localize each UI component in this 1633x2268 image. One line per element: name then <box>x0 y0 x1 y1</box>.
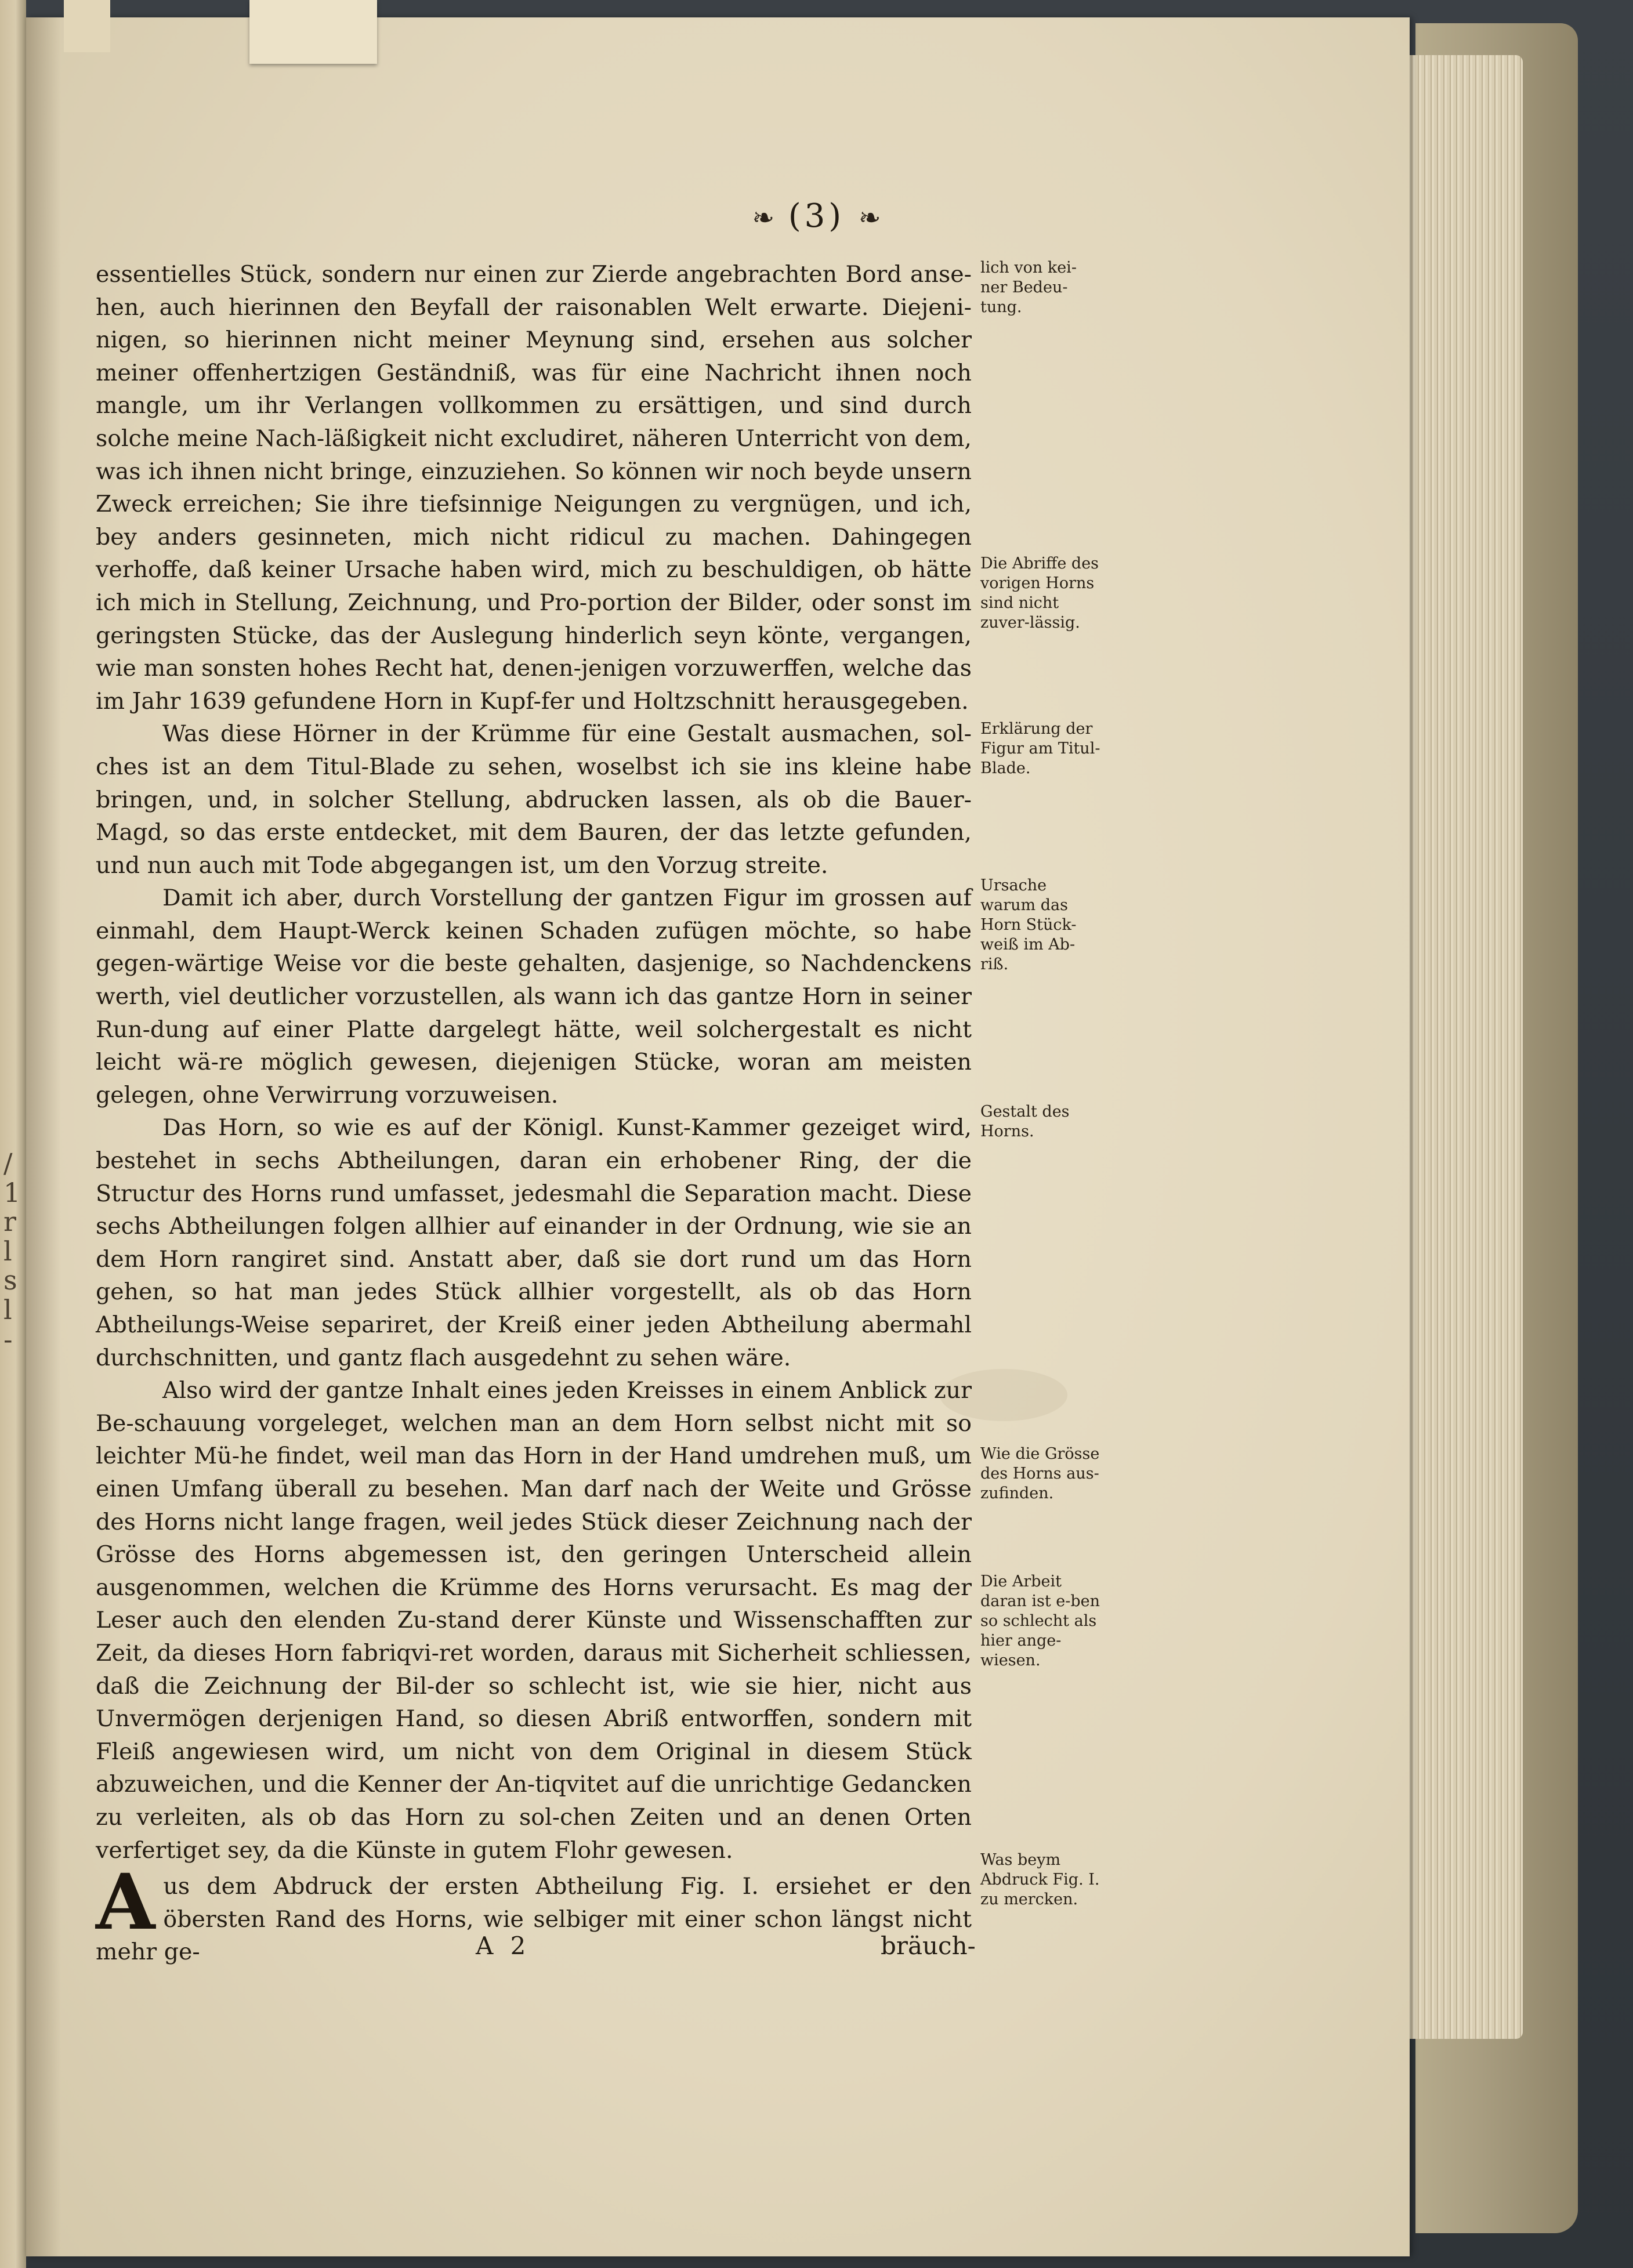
paragraph: Was diese Hörner in der Krümme für eine Gestalt ausmachen, sol-ches ist an dem Titul-Blade zu sehen, woselbst ich sie ins kleine habe bringen, und, in solcher Stellung, abdrucken lassen, als ob die Bauer-Magd, so das erste entdecket, mit dem Bauren, der das letzte gefunden, und nun auch mit Tode abgegangen ist, um den Vorzug streite. <box>96 720 972 879</box>
fragment: l <box>3 1294 12 1325</box>
margin-note: Was beym Abdruck Fig. I. zu mercken. <box>980 1851 1100 1908</box>
drop-cap-initial: A <box>96 1857 155 1948</box>
paper-bookmark-tab <box>249 0 377 64</box>
fleuron-right-icon: ❧ <box>858 202 881 233</box>
gutter-shadow <box>26 17 61 2256</box>
paragraph: Also wird der gantze Inhalt eines jeden Kreisses in einem Anblick zur Be-schauung vorgeleget, welchen man an dem Horn selbst nicht mit so leichter Mü-he findet, weil man das Horn in der Hand umdrehen muß, um einen Umfang überall zu besehen. Man darf nach der Weite und Grösse des Horns nicht lange fragen, weil jedes Stück dieser Zeichnung nach der Grösse des Horns abgemessen ist, den geringen Unterscheid allein ausgenommen, welchen die Krümme des Horns verursacht. Es mag der Leser auch den elenden Zu-stand derer Künste und Wissenschafften zur Zeit, da dieses Horn fabriqvi-ret worden, daraus mit Sicherheit schliessen, daß die Zeichnung der Bil-der so schlecht ist, wie sie hier, nicht aus Unvermögen derjenigen Hand, so diesen Abriß entworffen, sondern mit Fleiß angewiesen wird, um nicht von dem Original in diesem Stück abzuweichen, und die Kenner der An-tiqvitet auf die unrichtige Gedancken zu verleiten, als ob das Horn zu sol-chen Zeiten und an denen Orten verfertiget sey, da die Künste in gutem Flohr gewesen. <box>96 1377 972 1864</box>
fragment: r <box>3 1206 16 1238</box>
fragment: l <box>3 1235 12 1267</box>
paragraph: Damit ich aber, durch Vorstellung der gantzen Figur im grossen auf einmahl, dem Haupt-Werck keinen Schaden zufügen möchte, so habe gegen-wärtige Weise vor die beste gehalten, dasjenige, so Nachdenckens werth, viel deutlicher vorzustellen, als wann ich das gantze Horn in seiner Run-dung auf einer Platte dargelegt hätte, weil solchergestalt es nicht leicht wä-re möglich gewesen, diejenigen Stücke, woran am meisten gelegen, ohne Verwirrung vorzuweisen. <box>96 885 972 1108</box>
paragraph-with-initial <box>96 1857 972 1969</box>
main-text-block <box>96 258 972 1969</box>
signature-mark: A 2 <box>476 1932 531 1960</box>
margin-note: Erklärung der Figur am Titul-Blade. <box>980 720 1100 777</box>
fragment: - <box>3 1323 13 1355</box>
facing-page-fragments <box>3 1149 23 1354</box>
page-number: (3) <box>788 197 845 235</box>
running-header <box>0 197 1633 235</box>
margin-note: Gestalt des Horns. <box>980 1103 1070 1140</box>
fragment: 1 <box>3 1176 21 1208</box>
margin-note: Ursache warum das Horn Stück-weiß im Ab-riß. <box>980 876 1077 973</box>
fragment: / <box>3 1147 13 1179</box>
paper-tab <box>64 0 110 52</box>
fleuron-left-icon: ❧ <box>752 202 775 233</box>
paragraph-text: us dem Abdruck der ersten Abtheilung Fig. I. ersiehet er den öbersten Rand des Horns, wie selbiger mit einer schon längst nicht mehr ge- <box>96 1873 972 1966</box>
margin-note: Wie die Grösse des Horns aus-zufinden. <box>980 1445 1100 1502</box>
catchword: bräuch- <box>881 1932 976 1960</box>
fragment: s <box>3 1265 17 1296</box>
paragraph: Das Horn, so wie es auf der Königl. Kunst-Kammer gezeiget wird, bestehet in sechs Abtheilungen, daran ein erhobener Ring, der die Structur des Horns rund umfasset, jedesmahl die Separation macht. Diese sechs Abtheilungen folgen allhier auf einander in der Ordnung, wie sie an dem Horn rangiret sind. Anstatt aber, daß sie dort rund um das Horn gehen, so hat man jedes Stück allhier vorgestellt, als ob das Horn Abtheilungs-Weise separiret, der Kreiß einer jeden Abtheilung abermahl durchschnitten, und gantz flach ausgedehnt zu sehen wäre. <box>96 1114 972 1371</box>
margin-note: Die Arbeit daran ist e-ben so schlecht als hier ange-wiesen. <box>980 1573 1100 1669</box>
paragraph: essentielles Stück, sondern nur einen zur Zierde angebrachten Bord anse-hen, auch hierinnen den Beyfall der raisonablen Welt erwarte. Diejeni-nigen, so hierinnen nicht meiner Meynung sind, ersehen aus solcher meiner offenhertzigen Geständniß, was für eine Nachricht ihnen noch mangle, um ihr Verlangen vollkommen zu ersättigen, und sind durch solche meine Nach-läßigkeit nicht excludiret, näheren Unterricht von dem, was ich ihnen nicht bringe, einzuziehen. So können wir noch beyde unsern Zweck erreichen; Sie ihre tiefsinnige Neigungen zu vergnügen, und ich, bey anders gesinneten, mich nicht ridicul zu machen. Dahingegen verhoffe, daß keiner Ursache haben wird, mich zu beschuldigen, ob hätte ich mich in Stellung, Zeichnung, und Pro-portion der Bilder, oder sonst im geringsten Stücke, das der Auslegung hinderlich seyn könte, vergangen, wie man sonsten hohes Recht hat, denen-jenigen vorzuwerffen, welche das im Jahr 1639 gefundene Horn in Kupf-fer und Holtzschnitt herausgegeben. <box>96 261 972 715</box>
margin-note: lich von kei-ner Bedeu-tung. <box>980 259 1077 316</box>
facing-page-strip <box>0 0 26 2268</box>
margin-note: Die Abriffe des vorigen Horns sind nicht zuver-lässig. <box>980 555 1099 632</box>
